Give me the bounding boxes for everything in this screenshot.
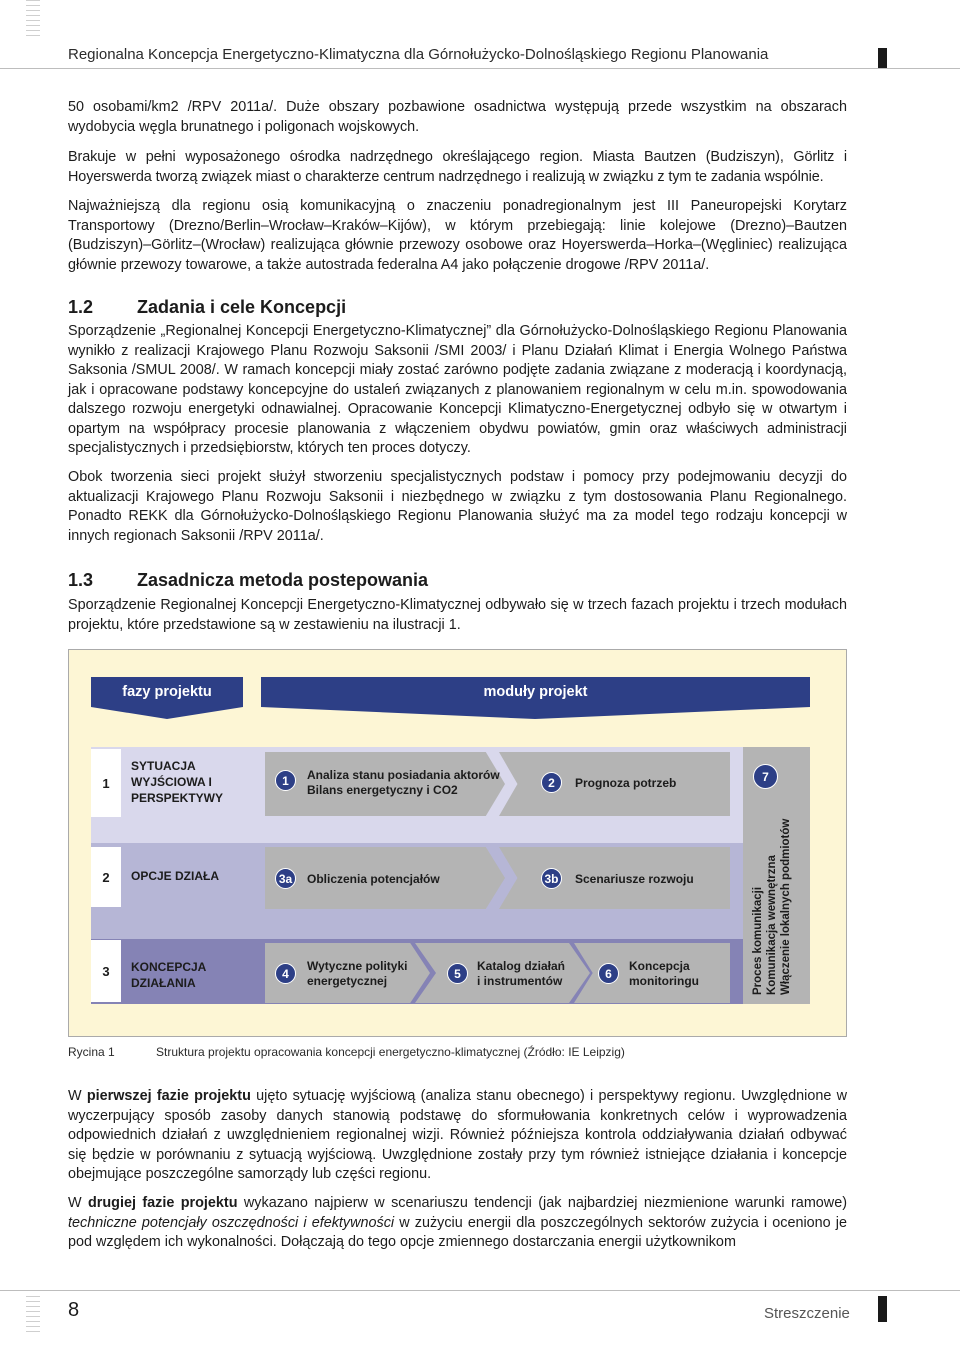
- phase-label-line: SYTUACJA: [131, 759, 196, 773]
- module-badge-7: 7: [753, 764, 778, 789]
- module-badge: 3a: [275, 868, 296, 889]
- module-badge: 3b: [541, 868, 562, 889]
- section-title: Zadania i cele Koncepcji: [137, 297, 347, 317]
- module-badge: 2: [541, 772, 562, 793]
- module-label: [477, 959, 565, 989]
- module-label-line: monitoringu: [629, 974, 699, 988]
- module-label-line: Prognoza potrzeb: [575, 776, 677, 790]
- module-label-line: Analiza stanu posiadania aktorów: [307, 768, 500, 782]
- module-badge: 5: [447, 963, 468, 984]
- module-label-line: Wytyczne polityki: [307, 959, 408, 973]
- phase-label-line: OPCJE DZIAŁA: [131, 869, 220, 883]
- phase-label-line: WYJŚCIOWA I: [131, 775, 212, 789]
- edge-decoration-top: [26, 0, 40, 40]
- module-label: [629, 959, 699, 989]
- phase-2-emphasis: drugiej fazie projektu: [87, 1195, 238, 1211]
- figure-caption-text: Struktura projektu opracowania koncepcji energetyczno-klimatycznej (Źródło: IE Leipzig): [156, 1045, 625, 1059]
- module-label-line: energetycznej: [307, 974, 388, 988]
- module-label: [307, 959, 407, 989]
- section-number: 1.2: [68, 297, 94, 317]
- header-marker: [878, 48, 887, 68]
- communication-label: [751, 795, 793, 995]
- module-label: [575, 872, 694, 887]
- phase-label: [131, 959, 206, 991]
- phase-label: [131, 868, 219, 884]
- paragraph-phase-2: W drugiej fazie projektu wykazano najpierw w scenariuszu tendencji (jak najbardziej niezmienione warunki ramowe) techniczne potencjały oszczędności i efektywności w zużyciu energii dla poszczególnych sektorów zużycia i oceniono je pod względem ich wykonalności. Dołączają do tego opcje zmiennego dostarczania energii użytkownikom: [68, 1195, 847, 1250]
- phase-label-line: PERSPEKTYWY: [131, 791, 224, 805]
- phases-header-arrow: [91, 707, 243, 719]
- paragraph-method: Sporządzenie Regionalnej Koncepcji Energetyczno-Klimatycznej odbywało się w trzech fazach projektu i trzech modułach projektu, które przedstawione są w zestawieniu na ilustracji 1.: [68, 597, 847, 633]
- phase-label-line: KONCEPCJA: [131, 960, 207, 974]
- section-heading-1-2: [68, 297, 346, 318]
- header-rule: [0, 68, 960, 69]
- module-label-line: Koncepcja: [629, 959, 690, 973]
- edge-decoration-bottom: [26, 1296, 40, 1336]
- module-label: [307, 872, 440, 887]
- phase-number: 3: [91, 940, 121, 1002]
- modules-header-arrow: [261, 707, 810, 719]
- paragraph-transport: Najważniejszą dla regionu osią komunikacyjną o znaczeniu ponadregionalnym jest III Paneuropejski Korytarz Transportowy (Drezno/Berlin–Wrocław–Kraków–Kijów), w którym przebiegają: linie kolejowe (Drezno)–Bautzen (Budziszyn)–Görlitz–(Wrocław) realizująca głównie przewozy osobowe oraz Hoyerswerda–Horka–(Węgliniec) realizująca głównie przewozy towarowe, a także autostrada federalna A4 jako połączenie drogowe /RPV 2011a/.: [68, 198, 847, 273]
- phases-header: fazy projektu: [91, 677, 243, 707]
- module-badge: 1: [275, 770, 296, 791]
- paragraph-network: Obok tworzenia sieci projekt służył stworzeniu specjalistycznych podstaw i pomocy przy podejmowaniu decyzji do aktualizacji Krajowego Planu Rozwoju Saksonii i niezbędnego w związku z tym dostosowania Planu Regionalnego. Ponadto REKK dla Górnołużycko-Dolnośląskiego Regionu Planowania służyć ma za model tego rodzaju koncepcji w innych regionach Saksonii /RPV 2011a/.: [68, 469, 847, 544]
- communication-line: Włączenie lokalnych podmiotów: [780, 818, 792, 995]
- module-label-line: Katalog działań: [477, 959, 566, 973]
- phase-1-emphasis: pierwszej fazie projektu: [86, 1088, 251, 1104]
- footer-rule: [0, 1290, 960, 1291]
- phase-label: [131, 758, 223, 806]
- paragraph-phase-1: W pierwszej fazie projektu ujęto sytuację wyjściową (analiza stanu obecnego) i perspektywy regionu. Uwzględnione w wyczerpujący sposób zasoby danych stanowią podstawę do sformułowania konkretnych celów i wyprowadzenia odpowiednich działań z uwzględnieniem regionalnej wizji. Również późniejsza kontrola oddziaływania działań odbywać się będzie w porównaniu z sytuacją wyjściową. Uwzględnione zostały przy tym również istniejące działania i koncepcje obejmujące poszczególne samorządy lub części regionu.: [68, 1088, 847, 1182]
- phase-label-line: DZIAŁANIA: [131, 976, 196, 990]
- paragraph-tasks: Sporządzenie „Regionalnej Koncepcji Energetyczno-Klimatycznej” dla Górnołużycko-Dolnośląskiego Regionu Planowania wynikło z realizacji Krajowego Planu Rozwoju Saksonii /SMI 2003/ i Planu Działań Klimat i Energia Wolnego Państwa Saksonia /SMUL 2008/. W ramach koncepcji miały zostać zarówno podjęte zadania związane z moderacją i koordynacją, jak i opracowane podstawy koncepcyjne do ustaleń związanych z planowaniem regionalnym w celu m.in. spowodowania dalszego rozwoju energetyki odnawialnej. Opracowanie Koncepcji Klimatyczno-Energetycznej odbyło się w otwartym i opartym na współpracy procesie planowania z włączeniem obydwu powiatów, gmin oraz właściwych administracji specjalistycznych i przedsiębiorstw, których ten proces dotyczy.: [68, 323, 847, 456]
- module-label-line: Obliczenia potencjałów: [307, 872, 440, 886]
- module-label-line: Bilans energetyczny i CO2: [307, 783, 458, 797]
- footer-marker: [878, 1296, 887, 1322]
- section-title: Zasadnicza metoda postepowania: [137, 570, 429, 590]
- page-number: 8: [68, 1299, 80, 1321]
- running-header: Regionalna Koncepcja Energetyczno-Klimatyczna dla Górnołużycko-Dolnośląskiego Regionu Planowania: [68, 46, 769, 63]
- modules-header: moduły projekt: [261, 677, 810, 707]
- module-label: [307, 768, 500, 798]
- phase-number: 2: [91, 847, 121, 907]
- module-badge: 4: [275, 963, 296, 984]
- communication-line: Proces komunikacji: [752, 886, 764, 995]
- project-structure-figure: [68, 649, 847, 1037]
- section-heading-1-3: [68, 570, 428, 591]
- module-label-line: i instrumentów: [477, 974, 563, 988]
- paragraph-center: Brakuje w pełni wyposażonego ośrodka nadrzędnego określającego region. Miasta Bautzen (Budziszyn), Görlitz i Hoyerswerda tworzą związek miast o charakterze centrum nadrzędnego i realizują w związku z tym te zadania wspólnie.: [68, 149, 847, 185]
- paragraph-density: 50 osobami/km2 /RPV 2011a/. Duże obszary pozbawione osadnictwa występują przede wszystkim na obszarach wydobycia węgla brunatnego i poligonach wojskowych.: [68, 99, 847, 135]
- footer-section-name: Streszczenie: [764, 1305, 850, 1322]
- figure-caption-label: Rycina 1: [68, 1045, 115, 1059]
- module-label: [575, 776, 676, 791]
- phase-number: 1: [91, 749, 121, 817]
- module-badge: 6: [598, 963, 619, 984]
- potentials-emphasis: techniczne potencjały oszczędności i efektywności: [68, 1214, 395, 1231]
- section-number: 1.3: [68, 570, 94, 590]
- module-label-line: Scenariusze rozwoju: [575, 872, 694, 886]
- communication-line: Komunikacja wewnętrzna: [766, 855, 778, 995]
